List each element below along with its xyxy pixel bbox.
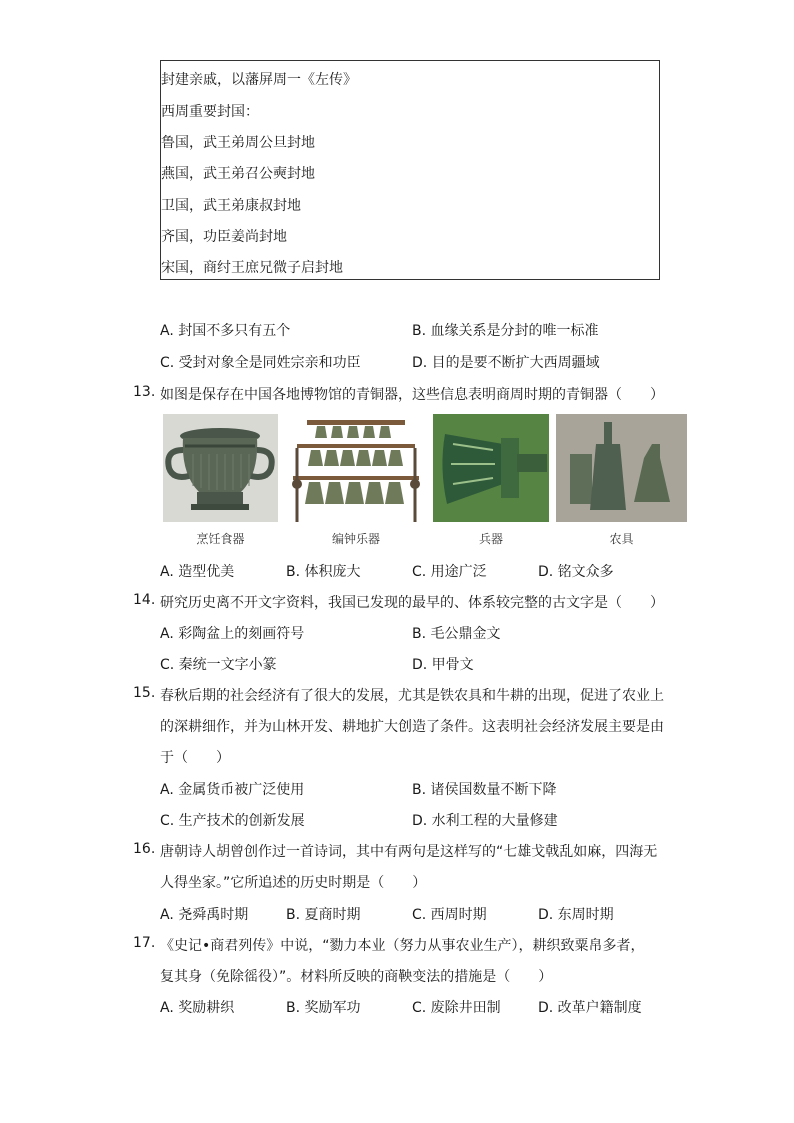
q13-option-d[interactable]: D. 铭文众多	[538, 564, 614, 580]
image-caption: 烹饪食器	[196, 532, 245, 546]
q15-option-d[interactable]: D. 水利工程的大量修建	[412, 813, 558, 829]
question-text-line: 唐朝诗人胡曾创作过一首诗词，其中有两句是这样写的“七雄戈戟乱如麻，四海无	[160, 844, 658, 860]
q13-option-b[interactable]: B. 体积庞大	[286, 564, 361, 580]
question-text-line: 的深耕细作，并为山林开发、耕地扩大创造了条件。这表明社会经济发展主要是由	[160, 719, 664, 735]
q15-option-a[interactable]: A. 金属货币被广泛使用	[160, 782, 305, 798]
image-caption: 农具	[609, 532, 634, 546]
q16-option-d[interactable]: D. 东周时期	[538, 907, 614, 923]
q13-option-c[interactable]: C. 用途广泛	[412, 564, 487, 580]
question-number: 13.	[133, 384, 156, 400]
quote-line: 鲁国，武王弟周公旦封地	[161, 135, 315, 151]
question-text-line: 春秋后期的社会经济有了很大的发展，尤其是铁农具和牛耕的出现，促进了农业上	[160, 688, 664, 704]
image-caption: 兵器	[478, 532, 503, 546]
q12-option-d[interactable]: D. 目的是要不断扩大西周疆域	[412, 355, 600, 371]
quote-line: 卫国，武王弟康叔封地	[161, 198, 301, 214]
quote-line: 西周重要封国：	[161, 104, 259, 120]
q16-option-b[interactable]: B. 夏商时期	[286, 907, 361, 923]
q14-option-c[interactable]: C. 秦统一文字小篆	[160, 657, 277, 673]
question-number: 15.	[133, 685, 156, 701]
q13-option-a[interactable]: A. 造型优美	[160, 564, 235, 580]
question-text-line: 于（ ）	[160, 750, 230, 766]
quote-line: 燕国，武王弟召公奭封地	[161, 166, 315, 182]
bronze-weapon-image	[433, 414, 549, 522]
q17-option-b[interactable]: B. 奖励军功	[286, 1000, 361, 1016]
q12-option-c[interactable]: C. 受封对象全是同姓宗亲和功臣	[160, 355, 361, 371]
q14-option-a[interactable]: A. 彩陶盆上的刻画符号	[160, 626, 305, 642]
question-number: 16.	[133, 841, 156, 857]
q12-option-a[interactable]: A. 封国不多只有五个	[160, 323, 291, 339]
quote-line: 宋国，商纣王庶兄微子启封地	[161, 260, 343, 276]
bronze-tools-image	[556, 414, 687, 522]
question-text-line: 《史记•商君列传》中说，“勠力本业（努力从事农业生产），耕织致粟帛多者，	[160, 938, 645, 954]
q16-option-a[interactable]: A. 尧舜禹时期	[160, 907, 249, 923]
question-text-line: 人得坐家。”它所追述的历史时期是（ ）	[160, 875, 427, 891]
q17-option-a[interactable]: A. 奖励耕织	[160, 1000, 235, 1016]
question-text-line: 复其身（免除徭役）”。材料所反映的商鞅变法的措施是（ ）	[160, 969, 553, 985]
q15-option-c[interactable]: C. 生产技术的创新发展	[160, 813, 305, 829]
quote-line: 封建亲戚，以藩屏周一《左传》	[161, 72, 357, 88]
q17-option-c[interactable]: C. 废除井田制	[412, 1000, 501, 1016]
question-number: 14.	[133, 592, 156, 608]
q17-option-d[interactable]: D. 改革户籍制度	[538, 1000, 642, 1016]
quote-box	[160, 60, 660, 280]
q14-option-b[interactable]: B. 毛公鼎金文	[412, 626, 501, 642]
q14-option-d[interactable]: D. 甲骨文	[412, 657, 474, 673]
question-text: 如图是保存在中国各地博物馆的青铜器，这些信息表明商周时期的青铜器（ ）	[160, 387, 664, 403]
bianzhong-bells-image	[287, 414, 425, 522]
image-caption: 编钟乐器	[331, 532, 380, 546]
question-number: 17.	[133, 935, 156, 951]
q15-option-b[interactable]: B. 诸侯国数量不断下降	[412, 782, 557, 798]
q16-option-c[interactable]: C. 西周时期	[412, 907, 487, 923]
bronze-vessel-image	[163, 414, 278, 522]
q12-option-b[interactable]: B. 血缘关系是分封的唯一标准	[412, 323, 599, 339]
question-text: 研究历史离不开文字资料，我国已发现的最早的、体系较完整的古文字是（ ）	[160, 595, 664, 611]
quote-line: 齐国，功臣姜尚封地	[161, 229, 287, 245]
